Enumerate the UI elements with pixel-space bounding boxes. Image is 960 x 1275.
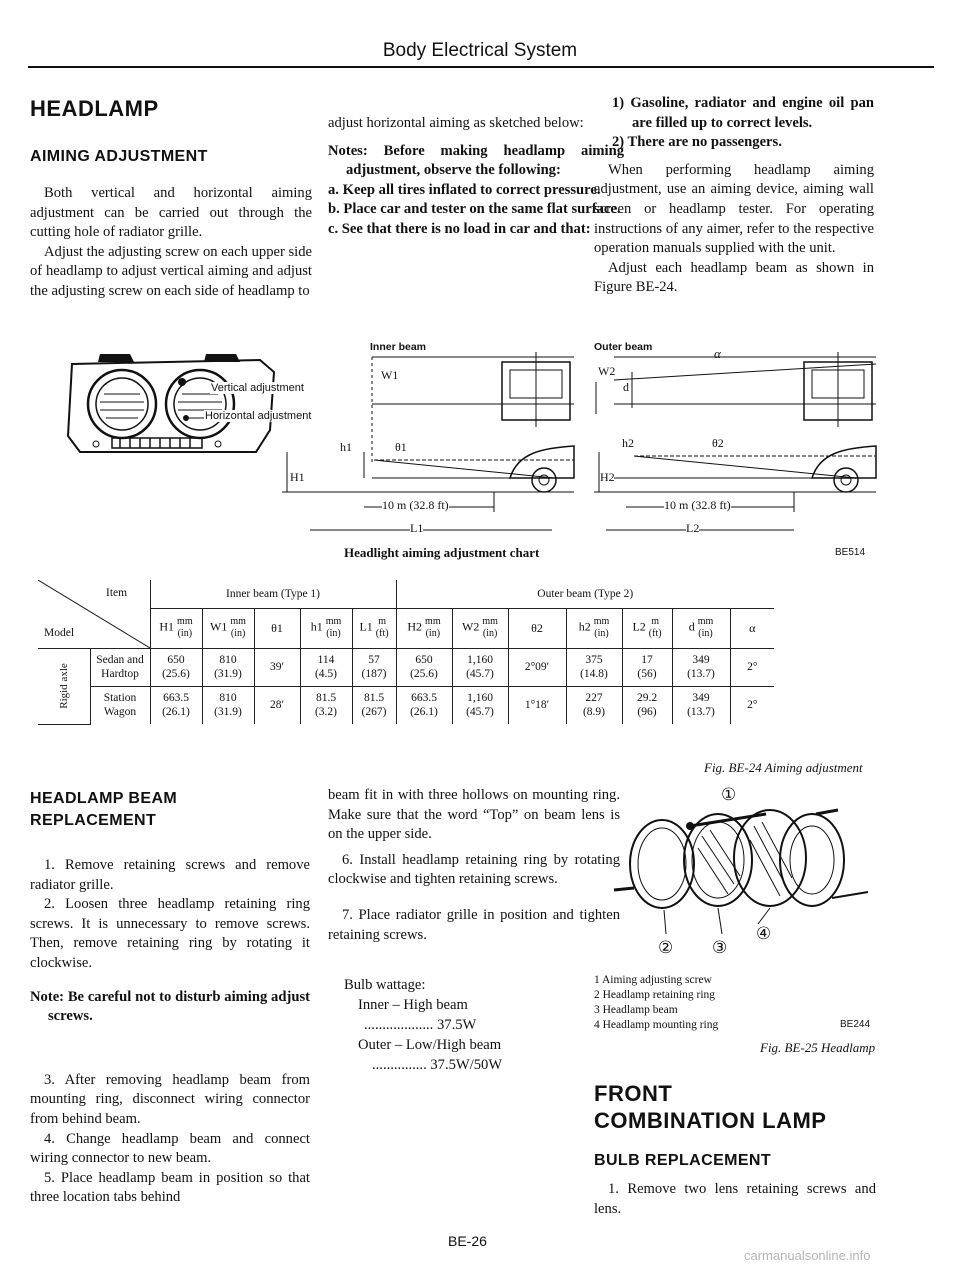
step-7: 7. Place radiator grille in position and tighten retaining screws. xyxy=(328,906,620,943)
table-cell xyxy=(730,648,774,686)
header-rule xyxy=(28,66,934,68)
beam-replacement-cont xyxy=(328,786,620,1075)
figure25-legend xyxy=(594,973,718,1033)
headlamp-section xyxy=(30,95,312,302)
column-symbol: L1 xyxy=(359,619,373,634)
table-cell xyxy=(452,686,508,724)
page-header-title: Body Electrical System xyxy=(382,40,578,61)
column-symbol: h2 xyxy=(578,619,591,634)
cell-value-alt: (96) xyxy=(637,706,657,719)
subsection-title-aiming: AIMING ADJUSTMENT xyxy=(30,148,208,165)
headlamp-front-drawing xyxy=(60,352,280,462)
paragraph-aiming-1: Both vertical and horizontal aiming adjustment can be carried out through the cutting hole of radiator grille. xyxy=(30,185,312,241)
paragraph-aiming-2: Adjust the adjusting screw on each upper side of headlamp to adjust vertical aiming and adjust the adjusting screw on each side of headlamp to xyxy=(30,243,312,299)
model-label: Sedan and xyxy=(96,654,144,666)
step-1: 1. Remove retaining screws and remove radiator grille. xyxy=(30,857,310,893)
front-step-1: 1. Remove two lens retaining screws and lens. xyxy=(594,1181,876,1217)
table-cell xyxy=(202,648,254,686)
cell-value: 39′ xyxy=(269,661,284,673)
legend-item: 4 Headlamp mounting ring xyxy=(594,1019,719,1031)
column-unit: m xyxy=(651,616,660,627)
inner-beam-diagram xyxy=(282,352,582,542)
column-unit-alt: (in) xyxy=(230,628,246,639)
column-header xyxy=(202,608,254,648)
cell-value-alt: (267) xyxy=(361,706,387,719)
note-1: 1) Gasoline, radiator and engine oil pan are filled up to correct levels. xyxy=(612,95,874,131)
column-header xyxy=(300,608,352,648)
figure25-caption: Fig. BE-25 Headlamp xyxy=(760,1040,876,1055)
column-header xyxy=(566,608,622,648)
group-header-outer: Outer beam (Type 2) xyxy=(396,580,774,608)
figure24-code: BE514 xyxy=(835,547,866,558)
cell-value-alt: (45.7) xyxy=(466,706,494,719)
outer-w-label: W2 xyxy=(598,364,616,378)
column-unit: m xyxy=(378,616,387,627)
cell-value-alt: (13.7) xyxy=(687,668,715,680)
headlamp-exploded-drawing xyxy=(606,786,876,961)
rigid-axle-cell xyxy=(38,648,90,724)
cell-value-alt: (56) xyxy=(637,668,657,680)
table-corner xyxy=(38,580,150,648)
callout-4: ④ xyxy=(756,924,772,943)
corner-model-label: Model xyxy=(44,627,75,639)
column-unit-alt: (ft) xyxy=(375,628,389,639)
table-cell xyxy=(622,686,672,724)
column-unit: mm xyxy=(325,616,342,627)
cell-value: 81.5 xyxy=(363,692,385,705)
cell-value: 663.5 xyxy=(411,692,437,705)
table-cell xyxy=(352,648,396,686)
cell-value: 650 xyxy=(167,654,185,666)
bulb-wattage-block xyxy=(344,975,620,1075)
column-unit-alt: (in) xyxy=(326,628,341,639)
legend-item: 1 Aiming adjusting screw xyxy=(594,974,712,986)
table-cell xyxy=(566,686,622,724)
table-cell xyxy=(566,648,622,686)
inner-bulb-value: ................... 37.5W xyxy=(364,1017,477,1034)
callout-3: ③ xyxy=(712,938,728,957)
outer-distance-label: 10 m (32.8 ft) xyxy=(664,498,731,512)
callout-1: ① xyxy=(721,785,737,804)
cell-value: 29.2 xyxy=(636,692,658,705)
inner-distance-label: 10 m (32.8 ft) xyxy=(382,498,449,512)
cell-value-alt: (45.7) xyxy=(466,668,494,680)
cell-value: 349 xyxy=(692,692,710,705)
table-cell xyxy=(202,686,254,724)
column-header xyxy=(352,608,396,648)
cell-value-alt: (26.1) xyxy=(162,706,190,719)
notes-intro: Notes: Before making headlamp aiming adjustment, observe the following: xyxy=(328,142,624,179)
column-symbol: H2 xyxy=(407,619,423,634)
model-cell xyxy=(90,648,150,686)
table-cell xyxy=(150,648,202,686)
column-unit-alt: (in) xyxy=(698,628,713,639)
cell-value: 810 xyxy=(219,654,237,666)
table-cell xyxy=(508,648,566,686)
column-header xyxy=(508,608,566,648)
cell-value-alt: (25.6) xyxy=(410,668,438,680)
cell-value-alt: (31.9) xyxy=(214,668,242,680)
model-label: Wagon xyxy=(103,706,137,719)
watermark: carmanualsonline.info xyxy=(744,1248,871,1263)
inner-h-small-label: h1 xyxy=(340,440,352,454)
cell-value-alt: (31.9) xyxy=(214,706,242,719)
note-a: a. Keep all tires inflated to correct pressure. xyxy=(328,181,601,198)
step-5-cont: beam fit in with three hollows on mounting ring. Make sure that the word “Top” on beam lens is on the upper side. xyxy=(328,787,620,843)
cell-value-alt: (4.5) xyxy=(314,668,338,680)
cell-value: 349 xyxy=(692,654,710,666)
cell-value-alt: (3.2) xyxy=(314,706,338,719)
column-header xyxy=(254,608,300,648)
cell-value: 81.5 xyxy=(315,692,337,705)
cell-value: 1°18′ xyxy=(524,699,550,712)
table-cell xyxy=(254,686,300,724)
column-unit: mm xyxy=(230,616,246,627)
column-header xyxy=(396,608,452,648)
cell-value: 28′ xyxy=(269,699,284,712)
table-cell xyxy=(730,686,774,724)
table-cell xyxy=(622,648,672,686)
aiming-notes xyxy=(328,114,624,240)
cell-value-alt: (26.1) xyxy=(410,706,438,719)
column-unit-alt: (in) xyxy=(594,628,609,639)
table-cell xyxy=(396,648,452,686)
horizontal-adjustment-label: Horizontal adjustment xyxy=(205,410,312,422)
table-cell xyxy=(300,686,352,724)
beam-replacement-section xyxy=(30,788,310,1208)
column-header xyxy=(452,608,508,648)
column-unit: mm xyxy=(697,616,714,627)
step-2: 2. Loosen three headlamp retaining ring screws. It is unnecessary to remove screws. Then, remove retaining ring by rotating it clockwise. xyxy=(30,896,310,971)
inner-H-label: H1 xyxy=(290,470,305,484)
subsection-title-bulb: BULB REPLACEMENT xyxy=(594,1152,772,1169)
cell-value: 227 xyxy=(585,692,603,705)
aiming-table xyxy=(38,580,774,725)
column-symbol: θ1 xyxy=(271,620,283,635)
cell-value: 2° xyxy=(747,699,758,712)
column-header xyxy=(150,608,202,648)
column-symbol: α xyxy=(749,620,756,635)
section-title-beam-2: REPLACEMENT xyxy=(30,812,157,829)
table-cell xyxy=(254,648,300,686)
column-unit: mm xyxy=(425,616,441,627)
figure25-code: BE244 xyxy=(840,1019,871,1030)
legend-item: 2 Headlamp retaining ring xyxy=(594,989,716,1001)
column-symbol: d xyxy=(688,619,695,634)
note-c: c. See that there is no load in car and that: xyxy=(328,220,591,237)
bulb-wattage-title: Bulb wattage: xyxy=(344,977,426,994)
cell-value: 375 xyxy=(585,654,603,666)
cell-value: 810 xyxy=(219,692,237,705)
aiming-table-wrapper xyxy=(38,580,774,725)
legend-item: 3 Headlamp beam xyxy=(594,1004,678,1016)
outer-d-label: d xyxy=(623,380,629,394)
column-header xyxy=(672,608,730,648)
model-label: Station xyxy=(103,692,137,705)
beam-note: Note: Be careful not to disturb aiming adjust screws. xyxy=(30,988,310,1025)
column-symbol: H1 xyxy=(159,619,175,634)
column-symbol: W2 xyxy=(462,619,480,634)
outer-h-small-label: h2 xyxy=(622,436,634,450)
column-unit-alt: (in) xyxy=(482,628,498,639)
callout-2: ② xyxy=(658,938,674,957)
cell-value: 1,160 xyxy=(467,654,493,666)
section-title-combination: COMBINATION LAMP xyxy=(594,1108,827,1133)
table-row xyxy=(38,648,774,686)
inner-w-label: W1 xyxy=(381,368,399,382)
cell-value: 17 xyxy=(641,654,653,666)
paragraph-aiming-4: When performing headlamp aiming adjustment, use an aiming device, aiming wall screen or headlamp tester. For operating instructions of any aimer, refer to the respective operation manuals supplied with the unit. xyxy=(594,161,874,257)
table-cell xyxy=(672,648,730,686)
column-symbol: L2 xyxy=(632,619,646,634)
front-combination-section xyxy=(594,1080,876,1219)
section-title-headlamp: HEADLAMP xyxy=(30,96,159,121)
outer-beam-label: Outer beam xyxy=(594,341,653,353)
table-row xyxy=(38,686,774,724)
inner-theta-label: θ1 xyxy=(395,440,407,454)
note-2: 2) There are no passengers. xyxy=(612,134,782,151)
table-cell xyxy=(452,648,508,686)
rigid-axle-label: Rigid axle xyxy=(57,663,70,709)
page-number: BE-26 xyxy=(448,1233,487,1249)
table-cell xyxy=(352,686,396,724)
figure24-caption: Fig. BE-24 Aiming adjustment xyxy=(704,760,863,775)
cell-value-alt: (8.9) xyxy=(582,706,606,719)
outer-bulb-value: ............... 37.5W/50W xyxy=(372,1057,503,1074)
cell-value: 114 xyxy=(317,654,335,666)
inner-L-label: L1 xyxy=(410,521,424,535)
note-b: b. Place car and tester on the same flat surface. xyxy=(328,201,621,218)
column-unit-alt: (in) xyxy=(425,628,441,639)
cell-value-alt: (14.8) xyxy=(580,668,608,680)
step-5: 5. Place headlamp beam in position so that three location tabs behind xyxy=(30,1169,310,1206)
section-title-beam-1: HEADLAMP BEAM xyxy=(30,790,178,807)
cell-value: 2°09′ xyxy=(524,661,550,673)
aiming-conditions xyxy=(594,94,874,298)
column-unit: mm xyxy=(177,616,193,627)
step-6: 6. Install headlamp retaining ring by rotating clockwise and tighten retaining screws. xyxy=(328,851,620,888)
column-header xyxy=(622,608,672,648)
paragraph-aiming-3: adjust horizontal aiming as sketched below: xyxy=(328,115,584,131)
column-symbol: h1 xyxy=(310,619,323,634)
cell-value-alt: (13.7) xyxy=(687,706,715,719)
column-symbol: θ2 xyxy=(531,620,543,635)
column-symbol: W1 xyxy=(210,619,228,634)
cell-value: 650 xyxy=(415,654,433,666)
model-cell xyxy=(90,686,150,724)
corner-item-label: Item xyxy=(106,587,128,599)
inner-beam-label: Inner beam xyxy=(370,341,427,353)
cell-value-alt: (25.6) xyxy=(162,668,190,680)
cell-value-alt: (187) xyxy=(361,668,387,680)
inner-bulb-label: Inner – High beam xyxy=(358,997,468,1014)
outer-alpha-label: α xyxy=(714,346,721,361)
step-3: 3. After removing headlamp beam from mounting ring, disconnect wiring connector from behind beam. xyxy=(30,1071,310,1127)
table-cell xyxy=(300,648,352,686)
table-cell xyxy=(150,686,202,724)
column-unit-alt: (in) xyxy=(177,628,193,639)
outer-theta-label: θ2 xyxy=(712,436,724,450)
table-cell xyxy=(396,686,452,724)
table-cell xyxy=(672,686,730,724)
aiming-chart-title: Headlight aiming adjustment chart xyxy=(344,545,540,560)
outer-bulb-label: Outer – Low/High beam xyxy=(358,1037,502,1054)
step-4: 4. Change headlamp beam and connect wiring connector to new beam. xyxy=(30,1130,310,1167)
cell-value: 1,160 xyxy=(467,692,493,705)
model-label: Hardtop xyxy=(101,668,139,680)
vertical-adjustment-label: Vertical adjustment xyxy=(211,382,304,394)
paragraph-aiming-5: Adjust each headlamp beam as shown in Figure BE-24. xyxy=(594,259,874,296)
column-unit: mm xyxy=(482,616,498,627)
cell-value: 663.5 xyxy=(163,692,189,705)
group-header-inner: Inner beam (Type 1) xyxy=(150,580,396,608)
column-unit-alt: (ft) xyxy=(648,628,662,639)
table-cell xyxy=(508,686,566,724)
section-title-front: FRONT xyxy=(594,1081,673,1106)
outer-beam-diagram xyxy=(594,352,884,542)
outer-L-label: L2 xyxy=(686,521,700,535)
column-unit: mm xyxy=(593,616,610,627)
column-header xyxy=(730,608,774,648)
cell-value: 57 xyxy=(368,654,380,666)
outer-H-label: H2 xyxy=(600,470,615,484)
cell-value: 2° xyxy=(747,661,758,673)
